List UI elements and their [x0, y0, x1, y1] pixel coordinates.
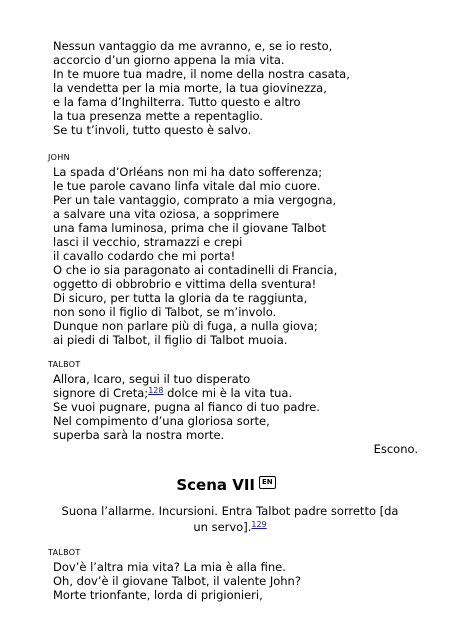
verse-line: a salvare una vita oziosa, a sopprimere: [53, 207, 280, 221]
verse-line: le tue parole cavano linfa vitale dal mio cuore.: [53, 179, 321, 193]
verse-line: non sono il figlio di Talbot, se m’involo.: [53, 305, 277, 319]
verse-line: In te muore tua madre, il nome della nostra casata,: [53, 67, 350, 81]
verse-text: dolce mi è la vita tua.: [163, 386, 293, 400]
verse-line: e la fama d’Inghilterra. Tutto questo e altro: [53, 95, 301, 109]
scene-heading: [0, 476, 452, 494]
verse-line: Per un tale vantaggio, comprato a mia vergogna,: [53, 193, 337, 207]
verse-line: Dunque non parlare più di fuga, a nulla giova;: [53, 319, 318, 333]
verse-line: la tua presenza mette a repentaglio.: [53, 109, 264, 123]
verse-line: la vendetta per la mia morte, la tua giovinezza,: [53, 81, 327, 95]
verse-line: Nessun vantaggio da me avranno, e, se io resto,: [53, 39, 333, 53]
footnote-link-129[interactable]: 129: [251, 520, 267, 529]
stage-direction-text: Suona l’allarme. Incursioni. Entra Talbot padre sorretto [da un servo].: [61, 504, 399, 534]
speaker-name: TALBOT: [48, 548, 81, 557]
verse-line: una fama luminosa, prima che il giovane Talbot: [53, 221, 326, 235]
verse-line: Allora, Icaro, segui il tuo disperato: [53, 372, 251, 386]
footnote-link-128[interactable]: 128: [148, 386, 164, 395]
verse-line: lasci il vecchio, stramazzi e crepi: [53, 235, 243, 249]
verse-line: Di sicuro, per tutta la gloria da te raggiunta,: [53, 291, 308, 305]
verse-line: Se tu t’involi, tutto questo è salvo.: [53, 123, 252, 137]
verse-line: il cavallo codardo che mi porta!: [53, 249, 236, 263]
verse-line: Dov’è l’altra mia vita? La mia è alla fine.: [53, 560, 286, 574]
verse-text: signore di Creta;: [53, 386, 149, 400]
verse-line: ai piedi di Talbot, il figlio di Talbot muoia.: [53, 333, 288, 347]
speaker-name: TALBOT: [48, 360, 81, 369]
verse-line: accorcio d’un giorno appena la mia vita.: [53, 53, 285, 67]
verse-line: Nel compimento d’una gloriosa sorte,: [53, 414, 270, 428]
en-link-badge[interactable]: EN: [259, 476, 276, 489]
speaker-name: JOHN: [48, 153, 70, 162]
scene-title: Scena VII: [176, 476, 256, 494]
verse-line-with-footnote: [53, 386, 292, 400]
verse-line: Oh, dov’è il giovane Talbot, il valente John?: [53, 574, 301, 588]
verse-line: O che io sia paragonato ai contadinelli di Francia,: [53, 263, 338, 277]
stage-direction: [60, 503, 400, 535]
verse-line: La spada d’Orléans non mi ha dato sofferenza;: [53, 165, 323, 179]
verse-line: Morte trionfante, lorda di prigionieri,: [53, 588, 263, 602]
verse-line: oggetto di obbrobrio e vittima della sventura!: [53, 277, 317, 291]
verse-line: superba sarà la nostra morte.: [53, 428, 225, 442]
stage-exit: Escono.: [373, 442, 418, 456]
verse-line: Se vuoi pugnare, pugna al fianco di tuo padre.: [53, 400, 320, 414]
